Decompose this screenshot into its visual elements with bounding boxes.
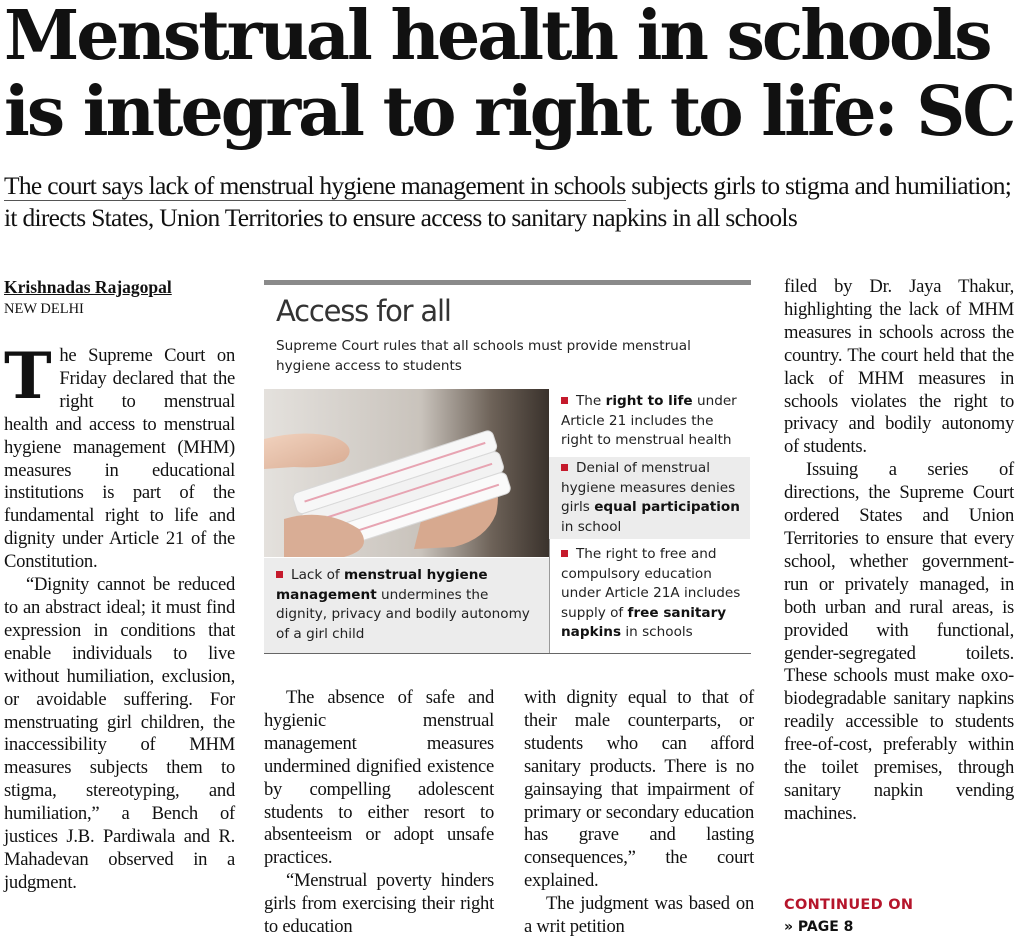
point-text: The right to free and compulsory education under Article 21A includes supply of: [561, 546, 741, 621]
bullet-square-icon: [276, 571, 283, 578]
paragraph-text: he Supreme Court on Friday declared that the right to menstrual health and access to menstrual hygiene management (MHM) measures in educational institutions is part of the fundamental right to life and dignity under Article 21 of the Constitution.: [4, 345, 235, 573]
point-text: Denial of menstrual hygiene measures denies girls: [561, 460, 736, 515]
point-bold: right to life: [605, 393, 693, 409]
point-text: in school: [561, 518, 622, 535]
info-point-equal-participation: [549, 457, 750, 539]
point-text: in schools: [621, 624, 693, 640]
paragraph: The judgment was based on a writ petition: [524, 893, 754, 938]
subhead-rest: subjects girls to stigma and humiliation; it directs States, Union Territories to ensure access to sanitary napkins in all schools: [4, 171, 1012, 232]
headline-line-1: Menstrual health in schools: [4, 0, 990, 76]
headline: [4, 0, 1016, 150]
continued-on-label: CONTINUED ON: [784, 897, 914, 913]
infographic-bottom-rule: [264, 653, 751, 654]
point-bold: free sanitary napkins: [561, 604, 727, 640]
subheadline: [4, 170, 1016, 234]
article-column-1: [4, 339, 235, 895]
point-text: under Article 21 includes the right to menstrual health: [561, 393, 737, 448]
point-text: undermines the dignity, privacy and bodily autonomy of a girl child: [276, 586, 530, 642]
point-bold: menstrual hygiene management: [276, 567, 488, 603]
byline: Krishnadas Rajagopal: [4, 277, 172, 297]
info-point-right-to-life: [561, 392, 749, 451]
bullet-square-icon: [561, 550, 568, 557]
article-column-4: [784, 276, 1014, 826]
paragraph: Issuing a series of directions, the Supreme Court ordered States and Union Territories to ensure that every school, whether government-run or privately managed, in both urban and rural areas, is provided with functional, gender-segregated toilets. These schools must make oxo-biodegradable sanitary napkins readily accessible to students free-of-cost, preferably within the toilet premises, through sanitary napkin vending machines.: [784, 459, 1014, 824]
infographic-subtitle: Supreme Court rules that all schools must provide menstrual hygiene access to students: [276, 338, 691, 374]
bullet-square-icon: [561, 397, 568, 404]
infographic-title: Access for all: [276, 294, 451, 328]
article-column-2: [264, 687, 494, 939]
photo-illustration: [264, 389, 549, 557]
paragraph: “Menstrual poverty hinders girls from exercising their right to education: [264, 870, 494, 938]
paragraph: “Dignity cannot be reduced to an abstract ideal; it must find expression in conditions that enable individuals to live without humiliation, exclusion, or avoidable suffering. For menstruating girl children, the inaccessibility of MHM measures subjects them to stigma, stereotyping, and humiliation,” a Bench of justices J.B. Pardiwala and R. Mahadevan observed in a judgment.: [4, 574, 235, 893]
article-column-3: [524, 687, 754, 939]
dateline: NEW DELHI: [4, 301, 84, 317]
paragraph: filed by Dr. Jaya Thakur, highlighting the lack of MHM measures in schools across the country. The court held that the lack of MHM measures in schools violates the right to privacy and bodily autonomy of students.: [784, 276, 1014, 458]
paragraph: [4, 339, 235, 574]
paragraph: The absence of safe and hygienic menstrual management measures undermined dignified existence by compelling adolescent students to either resort to absenteeism or adopt unsafe practices.: [264, 687, 494, 869]
info-point-dignity: [264, 558, 549, 653]
continued-page-link[interactable]: » PAGE 8: [784, 919, 854, 935]
drop-cap: T: [4, 339, 52, 414]
headline-line-2: is integral to right to life: SC: [4, 72, 1014, 152]
point-text: The: [576, 393, 606, 409]
infographic-divider: [549, 539, 550, 653]
point-text: Lack of: [291, 567, 344, 583]
point-bold: equal participation: [594, 499, 740, 515]
bullet-square-icon: [561, 464, 568, 471]
paragraph: with dignity equal to that of their male counterparts, or students who can afford sanitary products. There is no gainsaying that impairment of primary or secondary education has grave and lasting consequences,” the court explained.: [524, 687, 754, 892]
sanitary-napkins-photo: [264, 389, 549, 557]
subhead-underlined: The court says lack of menstrual hygiene management in schools: [4, 171, 626, 200]
infographic-top-rule: [264, 280, 751, 285]
info-point-free-napkins: [561, 545, 749, 643]
